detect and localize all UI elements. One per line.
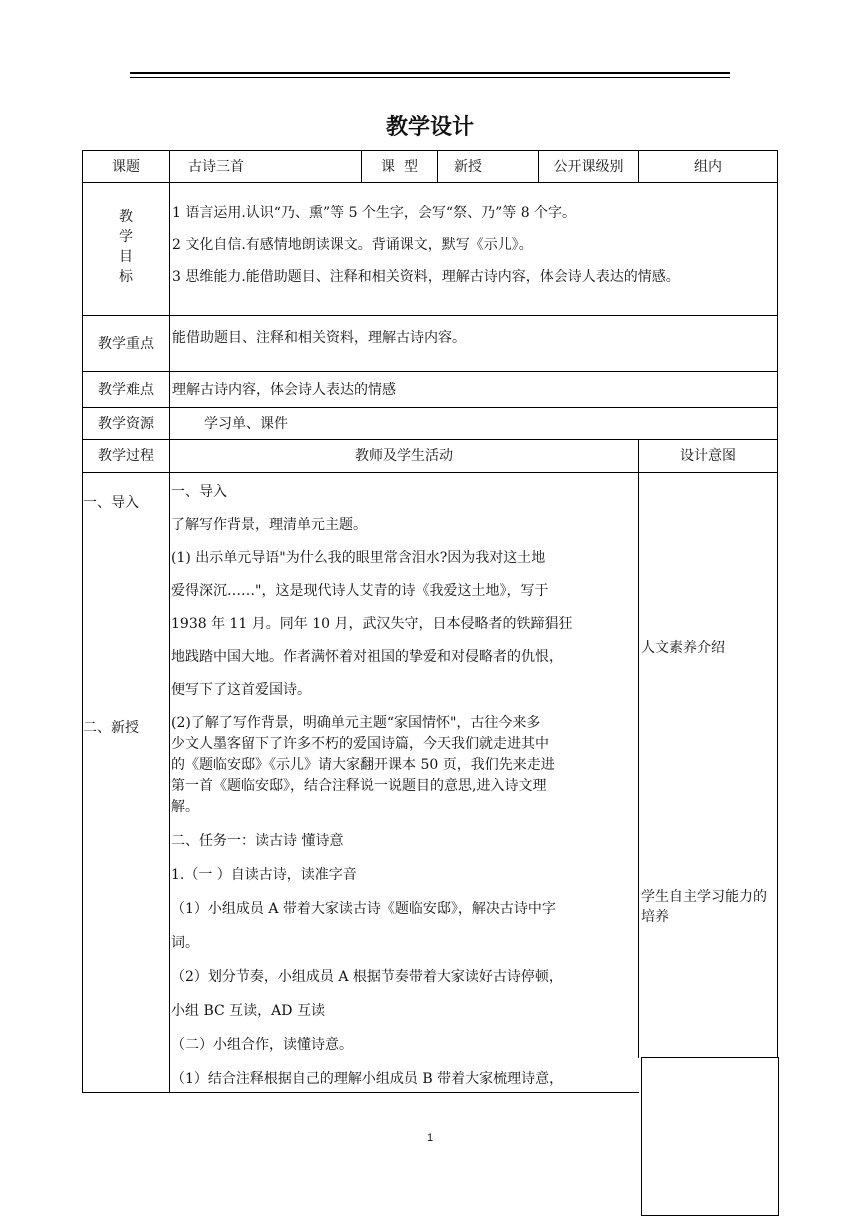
activity-line: （二）小组合作，读懂诗意。 xyxy=(171,1037,353,1053)
type-label: 课 型 xyxy=(381,158,418,175)
activity-line: 爱得深沉……"，这是现代诗人艾青的诗《我爱这土地》，写于 xyxy=(171,583,549,599)
activity-line: 小组 BC 互读，AD 互读 xyxy=(171,1003,325,1019)
activities-header-cell xyxy=(169,439,639,473)
difficulty-label-cell xyxy=(82,371,170,408)
resources-label: 教学资源 xyxy=(98,415,154,432)
type-value: 新授 xyxy=(454,158,482,175)
goal-item: 1 语言运用.认识“乃、熏”等 5 个生字，会写“祭、乃”等 8 个字。 xyxy=(172,205,577,221)
difficulty-label: 教学难点 xyxy=(98,381,154,398)
level-label: 公开课级别 xyxy=(553,158,624,175)
topic-label: 课题 xyxy=(112,158,140,175)
activity-line: 1938 年 11 月。同年 10 月，武汉失守，日本侵略者的铁蹄猖狂 xyxy=(171,616,573,632)
activity-line: 第一首《题临安邸》，结合注释说一说题目的意思,进入诗文理 xyxy=(171,778,547,794)
activity-line: 词。 xyxy=(171,935,199,951)
activities-header: 教师及学生活动 xyxy=(355,448,453,464)
key-point-label-cell xyxy=(82,315,170,372)
intent-item: 人文素养介绍 xyxy=(641,640,725,656)
activity-line: 少文人墨客留下了许多不朽的爱国诗篇，今天我们就走进其中 xyxy=(171,736,549,752)
key-point-value: 能借助题目、注释和相关资料，理解古诗内容。 xyxy=(172,330,466,346)
activity-line: 一、导入 xyxy=(171,484,227,500)
resources-label-cell xyxy=(82,407,170,440)
difficulty-value-cell xyxy=(169,371,778,408)
goals-content-cell xyxy=(169,182,778,316)
intent-header: 设计意图 xyxy=(680,448,736,464)
activity-line: 地践踏中国大地。作者满怀着对祖国的挚爱和对侵略者的仇恨， xyxy=(171,649,563,665)
process-header: 教学过程 xyxy=(98,448,154,464)
header-rule-thin xyxy=(130,77,730,78)
type-value-cell xyxy=(437,150,539,183)
process-steps-cell xyxy=(82,472,170,1093)
process-step: 一、导入 xyxy=(83,495,139,511)
topic-label-cell xyxy=(82,150,170,183)
activity-line: （2）划分节奏，小组成员 A 根据节奏带着大家读好古诗停顿， xyxy=(171,969,563,985)
activity-line: 的《题临安邸》《示儿》请大家翻开课本 50 页，我们先来走进 xyxy=(171,757,555,773)
activity-line: 1.（一 ）自读古诗，读准字音 xyxy=(171,867,357,883)
level-value: 组内 xyxy=(694,158,722,175)
intent-cell xyxy=(638,472,778,1058)
goals-label-char: 标 xyxy=(119,269,133,285)
level-label-cell xyxy=(538,150,639,183)
goals-label-char: 教 xyxy=(119,209,133,225)
intent-header-cell xyxy=(638,439,778,473)
process-step: 二、新授 xyxy=(83,720,139,736)
activity-line: (1) 出示单元导语"为什么我的眼里常含泪水?因为我对这土地 xyxy=(171,550,546,566)
type-label-cell xyxy=(361,150,438,183)
activity-line: 解。 xyxy=(171,799,199,815)
activity-line: 二、任务一：读古诗 懂诗意 xyxy=(171,833,344,849)
activities-cell xyxy=(169,472,639,1093)
process-header-cell xyxy=(82,439,170,473)
key-point-value-cell xyxy=(169,315,778,372)
goal-item: 2 文化自信.有感情地朗读课文。背诵课文，默写《示儿》。 xyxy=(172,237,533,253)
activity-line: 了解写作背景，理清单元主题。 xyxy=(171,517,367,533)
page-number: 1 xyxy=(426,1132,434,1144)
activity-line: (2)了解了写作背景，明确单元主题“家国情怀"，古往今来多 xyxy=(171,715,541,731)
document-title: 教学设计 xyxy=(385,115,474,140)
goals-label-cell xyxy=(82,182,170,316)
key-point-label: 教学重点 xyxy=(98,335,154,352)
intent-item: 学生自主学习能力的培养 xyxy=(641,889,767,925)
header-rule-thick xyxy=(130,72,730,74)
activity-line: （1）结合注释根据自己的理解小组成员 B 带着大家梳理诗意， xyxy=(171,1071,564,1087)
goal-item: 3 思维能力.能借助题目、注释和相关资料，理解古诗内容，体会诗人表达的情感。 xyxy=(172,269,680,285)
topic-value-cell xyxy=(169,150,362,183)
activity-line: （1）小组成员 A 带着大家读古诗《题临安邸》，解决古诗中字 xyxy=(171,901,556,917)
activity-line: 便写下了这首爱国诗。 xyxy=(171,682,311,698)
resources-value: 学习单、课件 xyxy=(204,415,288,432)
resources-value-cell xyxy=(169,407,778,440)
level-value-cell xyxy=(638,150,778,183)
topic-value: 古诗三首 xyxy=(188,158,244,175)
goals-label-char: 目 xyxy=(119,249,133,265)
goals-label-char: 学 xyxy=(119,229,133,245)
difficulty-value: 理解古诗内容，体会诗人表达的情感 xyxy=(172,381,396,398)
